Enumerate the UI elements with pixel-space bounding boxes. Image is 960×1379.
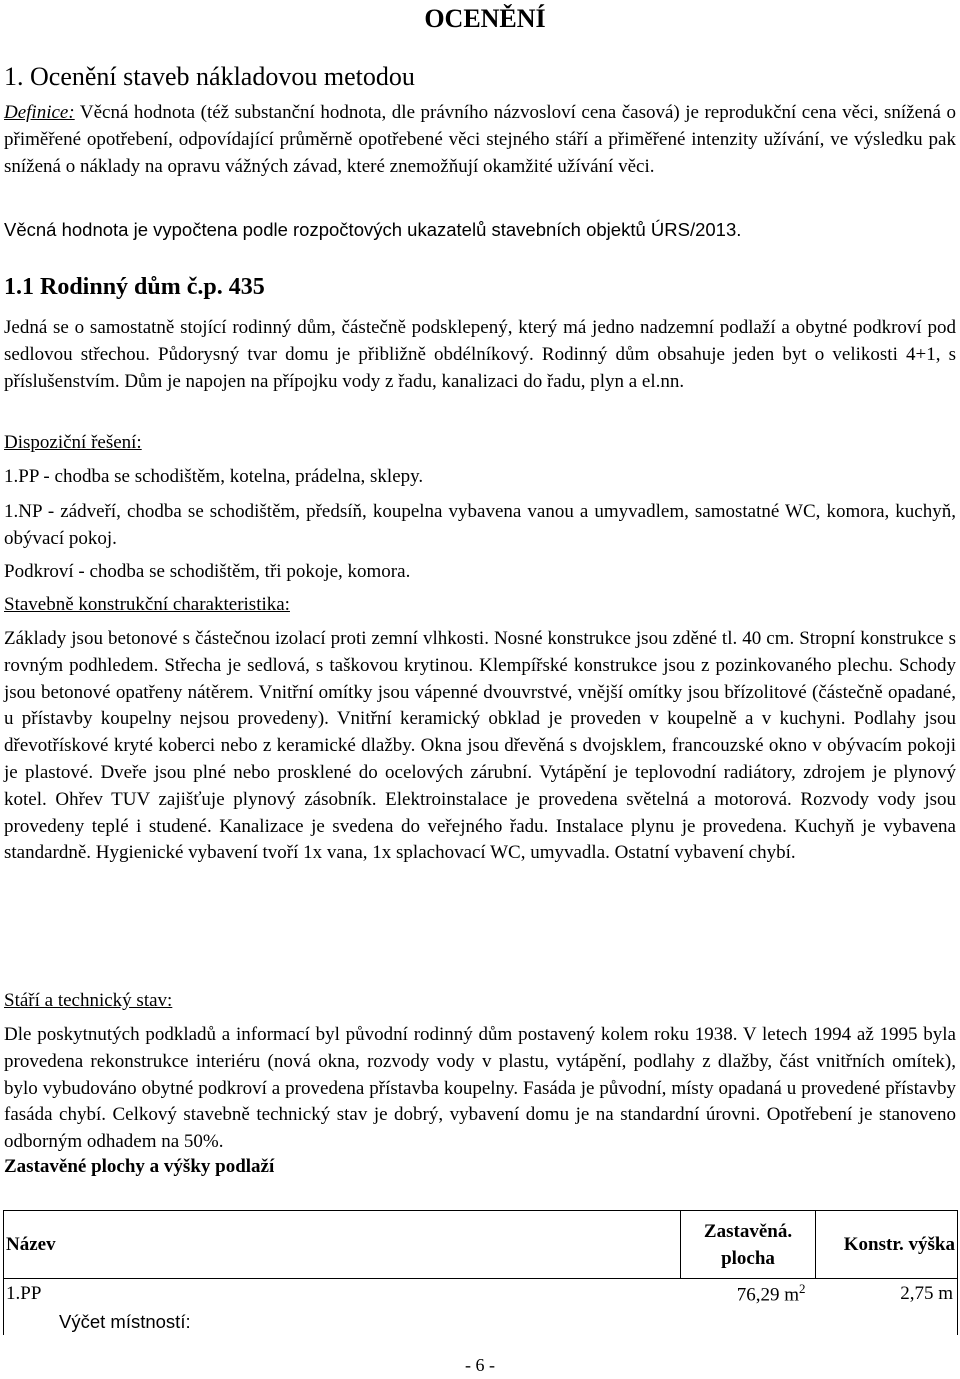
areas-table (3, 1210, 958, 1335)
row-area (681, 1279, 816, 1310)
age-paragraph: Dle poskytnutých podkladů a informací byl původní rodinný dům postavený kolem roku 1938. V letech 1994 až 1995 byla provedena rekonstrukce interiéru (nová okna, rozvody vody v plastu, vytápění, podlahy z dlažby, část vnitřních omítek), bylo vybudováno obytné podkroví a provedena přístavba koupelny. Fasáda je původní, místy opadaná u provedené přístavby fasáda chybí. Celkový stavebně technický stav je dobrý, vybavení domu je na standardní úrovni. Opotřebení je stanoveno odborným odhadem na 50%. (4, 1024, 956, 1153)
definition-text: Věcná hodnota (též substanční hodnota, dle právního názvosloví cena časová) je reprodukční cena věci, snížená o přiměřené opotřebení, odpovídající průměrně opotřebené věci stejného stáří a přiměřené intenzity užívání, ve výsledku pak snížená o náklady na opravu vážných závad, které znemožňují okamžité užívání věci. (4, 102, 956, 177)
row-area-value: 76,29 m (736, 1284, 799, 1306)
construction-paragraph: Základy jsou betonové s částečnou izolací proti zemní vlhkosti. Nosné konstrukce jsou zděné tl. 40 cm. Stropní konstrukce s rovným podhledem. Střecha je sedlová, s taškovou krytinou. Klempířské konstrukce jsou z pozinkovaného plechu. Schody jsou betonové opatřeny nátěrem. Vnitřní omítky jsou vápenné dvouvrstvé, vnější omítky jsou břízolitové (částečně opadané, u přístavby koupelny nejsou provedeny). Vnitřní keramický obklad je proveden v koupelně a v kuchyni. Podlahy jsou dřevotřískové kryté koberci nebo z keramické dlažby. Okna jsou dřevěná s dvojsklem, francouzské okno v obývacím pokoji je plastové. Dveře jsou plné nebo prosklené do ocelových zárubní. Vytápění je teplovodní radiátory, zdrojem je plynový kotel. Ohřev TUV zajišťuje plynový zásobník. Elektroinstalace je provedena světelná a motorová. Rozvody vody jsou provedeny teplé i studené. Kanalizace je svedena do veřejného řadu. Instalace plynu je provedena. Kuchyň je vybavena standardně. Hygienické vybavení tvoří 1x vana, 1x splachovací WC, umyvadla. Ostatní vybavení chybí. (4, 628, 956, 864)
definition-paragraph (4, 100, 956, 180)
layout-np: 1.NP - zádveří, chodba se schodištěm, předsíň, koupelna vybavena vanou a umyvadlem, samostatné WC, komora, kuchyň, obývací pokoj. (4, 501, 956, 549)
page-heading (0, 4, 960, 34)
col-height-header: Konstr. výška (816, 1211, 958, 1279)
table-row-rooms (4, 1309, 958, 1335)
intro-paragraph: Jedná se o samostatně stojící rodinný dům, částečně podsklepený, který má jedno nadzemní podlaží a obytné podkroví pod sedlovou střechou. Půdorysný tvar domu je přibližně obdélníkový. Rodinný dům obsahuje jeden byt o velikosti 4+1, s příslušenstvím. Dům je napojen na přípojku vody z řadu, kanalizaci do řadu, plyn a el.nn. (4, 317, 956, 392)
row-name: 1.PP (4, 1279, 681, 1310)
layout-label: Dispoziční řešení: (4, 432, 142, 453)
col-name-header: Název (4, 1211, 681, 1279)
basis-text: Věcná hodnota je vypočtena podle rozpočtových ukazatelů stavebních objektů ÚRS/2013. (4, 219, 742, 240)
layout-attic: Podkroví - chodba se schodištěm, tři pokoje, komora. (4, 561, 411, 582)
age-label: Stáří a technický stav: (4, 990, 173, 1011)
construction-label: Stavebně konstrukční charakteristika: (4, 594, 290, 615)
section-title: 1. Ocenění staveb nákladovou metodou (4, 62, 415, 91)
definition-label: Definice: (4, 102, 75, 123)
rooms-label: Výčet místností: (4, 1309, 958, 1335)
table-row (4, 1279, 958, 1310)
page-heading-text: OCENĚNÍ (424, 4, 546, 33)
page-number: - 6 - (465, 1355, 495, 1375)
subsection-title: 1.1 Rodinný dům č.p. 435 (4, 274, 265, 300)
row-height: 2,75 m (816, 1279, 958, 1310)
areas-table-header (4, 1211, 958, 1279)
col-area-header (681, 1211, 816, 1279)
layout-pp: 1.PP - chodba se schodištěm, kotelna, prádelna, sklepy. (4, 466, 424, 487)
areas-title: Zastavěné plochy a výšky podlaží (4, 1156, 275, 1177)
col-area-header-line2: plocha (721, 1247, 775, 1269)
row-area-unit-sup: 2 (799, 1281, 806, 1297)
col-area-header-line1: Zastavěná. (703, 1220, 793, 1242)
